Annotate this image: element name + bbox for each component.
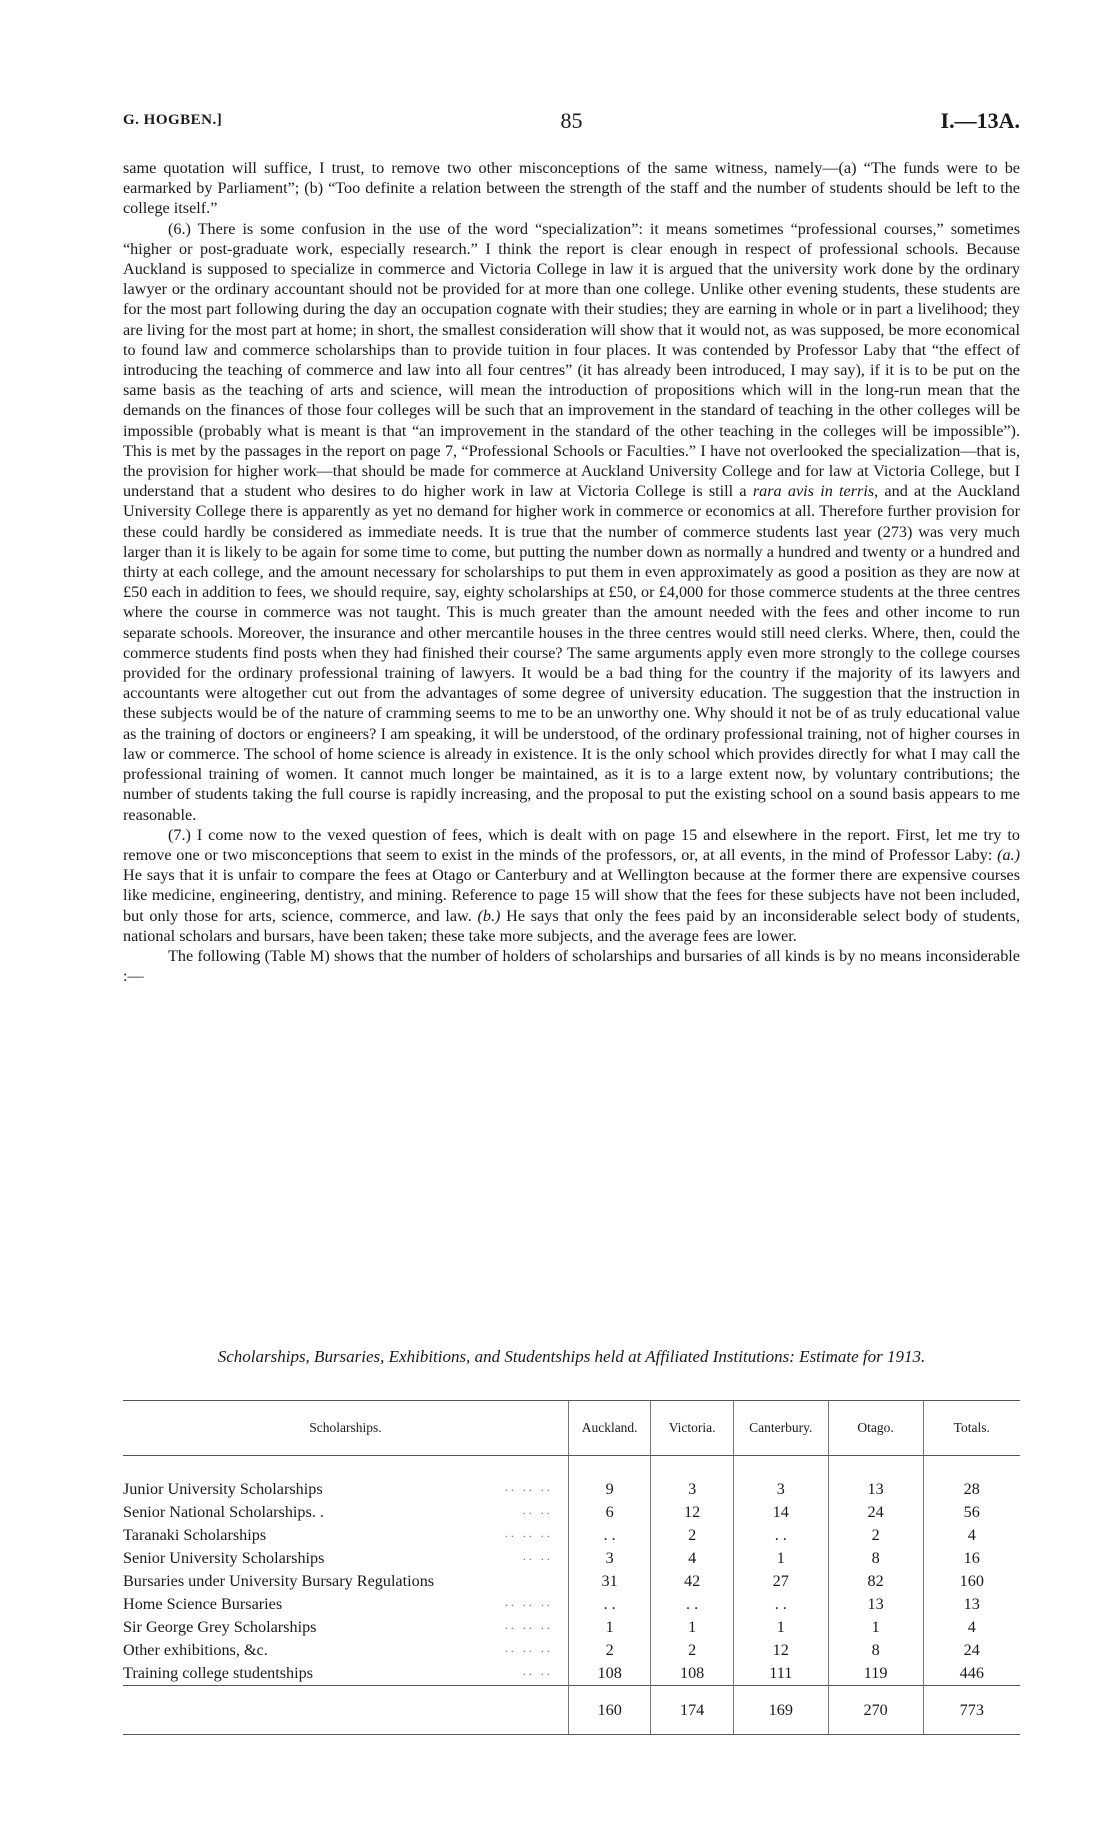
table-row (123, 1501, 1020, 1524)
cell-otago: 24 (828, 1501, 923, 1524)
cell-totals: 24 (923, 1639, 1020, 1662)
author-ref: G. HOGBEN.] (123, 112, 223, 128)
leader-dots: . . . . . . (504, 1526, 550, 1540)
leader-dots: . . . . . . (504, 1641, 550, 1655)
cell-otago: 119 (828, 1662, 923, 1686)
cell-canterbury: 14 (733, 1501, 828, 1524)
table-row (123, 1524, 1020, 1547)
row-label (123, 1639, 568, 1662)
cell-victoria: 42 (651, 1570, 733, 1593)
total-canterbury: 169 (733, 1686, 828, 1735)
cell-canterbury: 27 (733, 1570, 828, 1593)
table-header-row (123, 1401, 1020, 1456)
document-ref: I.—13A. (940, 108, 1020, 133)
cell-auckland: 108 (568, 1662, 650, 1686)
col-header-victoria: Victoria. (651, 1401, 733, 1456)
paragraph-3-text-a: (7.) I come now to the vexed question of fees, which is dealt with on page 15 and elsewhere in the report. First, let me try to remove one or two misconceptions that seem to exist in the minds of the professors, or, at all events, in the mind of Professor Laby: (123, 825, 1020, 864)
cell-victoria: 12 (651, 1501, 733, 1524)
total-totals: 773 (923, 1686, 1020, 1735)
leader-dots: . . . . . . (504, 1480, 550, 1494)
cell-victoria: . . (651, 1593, 733, 1616)
cell-canterbury: 3 (733, 1456, 828, 1502)
cell-otago: 13 (828, 1456, 923, 1502)
table-row (123, 1616, 1020, 1639)
leader-dots: . . . . . . (504, 1618, 550, 1632)
table-row (123, 1456, 1020, 1502)
cell-otago: 8 (828, 1639, 923, 1662)
row-label-text: Junior University Scholarships (123, 1480, 323, 1498)
leader-dots: . . . . (522, 1664, 550, 1678)
cell-otago: 2 (828, 1524, 923, 1547)
cell-auckland: 3 (568, 1547, 650, 1570)
cell-auckland: 9 (568, 1456, 650, 1502)
table-row (123, 1593, 1020, 1616)
cell-canterbury: . . (733, 1593, 828, 1616)
cell-canterbury: 1 (733, 1547, 828, 1570)
col-header-canterbury: Canterbury. (733, 1401, 828, 1456)
total-auckland: 160 (568, 1686, 650, 1735)
cell-canterbury: . . (733, 1524, 828, 1547)
col-header-totals: Totals. (923, 1401, 1020, 1456)
cell-auckland: . . (568, 1593, 650, 1616)
marker-b: (b.) (477, 906, 501, 925)
cell-canterbury: 1 (733, 1616, 828, 1639)
cell-auckland: 31 (568, 1570, 650, 1593)
body-text (123, 158, 1020, 986)
cell-auckland: . . (568, 1524, 650, 1547)
cell-otago: 82 (828, 1570, 923, 1593)
table-row (123, 1570, 1020, 1593)
row-label (123, 1662, 568, 1686)
cell-auckland: 2 (568, 1639, 650, 1662)
cell-victoria: 2 (651, 1524, 733, 1547)
row-label (123, 1456, 568, 1502)
paragraph-2 (123, 219, 1020, 825)
cell-totals: 13 (923, 1593, 1020, 1616)
cell-auckland: 1 (568, 1616, 650, 1639)
paragraph-3-text-c: He says that only the fees paid by an inconsiderable select body of students, national scholars and bursars, have been taken; these take more subjects, and the average fees are lower. (123, 906, 1021, 945)
table-row (123, 1639, 1020, 1662)
row-label-text: Senior University Scholarships (123, 1549, 325, 1567)
row-label (123, 1593, 568, 1616)
cell-totals: 56 (923, 1501, 1020, 1524)
cell-otago: 8 (828, 1547, 923, 1570)
marker-a: (a.) (997, 845, 1020, 864)
table-row (123, 1662, 1020, 1686)
paragraph-2-text: (6.) There is some confusion in the use of the word “specialization”: it means sometimes “professional courses,” sometimes “higher or post-graduate work, especially research.” I think the report is clear enough in respect of professional schools. Because Auckland is supposed to specialize in commerce and Victoria College in law it is argued that the university work done by the ordinary lawyer or the ordinary accountant should not be provided for at more than one college. Unlike other evening students, these students are for the most part following during the day an occupation cognate with their studies; they are earning in whole or in part a livelihood; they are living for the most part at home; in short, the smallest consideration will show that it would not, as was supposed, be more economical to found law and commerce scholarships than to provide tuition in four places. It was contended by Professor Laby that “the effect of introducing the teaching of commerce and law into all four centres” (it has already been introduced, I may say), if it is to be put on the same basis as the teaching of arts and science, will mean the introduction of propositions which will in the long-run mean that the demands on the finances of those four colleges will be such that an improvement in the standard of teaching in the other colleges will be impossible (probably what is meant is that “an improvement in the standard of the other teaching in the colleges will be impossible”). This is met by the passages in the report on page 7, “Professional Schools or Faculties.” I have not overlooked the specialization—that is, the provision for higher work—that should be made for commerce at Auckland University College and for law at Victoria College, but I understand that a student who desires to do higher work in law at Victoria College is still a (123, 219, 1020, 501)
cell-totals: 160 (923, 1570, 1020, 1593)
col-header-auckland: Auckland. (568, 1401, 650, 1456)
page-header (123, 108, 1020, 136)
cell-victoria: 2 (651, 1639, 733, 1662)
table-row (123, 1547, 1020, 1570)
row-label (123, 1524, 568, 1547)
row-label-text: Senior National Scholarships. . (123, 1503, 324, 1521)
total-otago: 270 (828, 1686, 923, 1735)
paragraph-1: same quotation will suffice, I trust, to remove two other misconceptions of the same witness, namely—(a) “The funds were to be earmarked by Parliament”; (b) “Too definite a relation between the strength of the staff and the number of students should be left to the college itself.” (123, 159, 1020, 218)
cell-totals: 446 (923, 1662, 1020, 1686)
paragraph-3-text-b: He says that it is unfair to compare the fees at Otago or Canterbury and at Wellington because at the former there are expensive courses like medicine, engineering, dentistry, and mining. Reference to page 15 will show that the fees for these subjects have not been included, but only those for arts, science, commerce, and law. (123, 866, 1020, 925)
cell-canterbury: 111 (733, 1662, 828, 1686)
row-label-text: Training college studentships (123, 1664, 314, 1682)
cell-victoria: 108 (651, 1662, 733, 1686)
cell-victoria: 1 (651, 1616, 733, 1639)
row-label (123, 1616, 568, 1639)
cell-totals: 4 (923, 1524, 1020, 1547)
row-label-text: Taranaki Scholarships (123, 1526, 267, 1544)
row-label (123, 1501, 568, 1524)
cell-otago: 13 (828, 1593, 923, 1616)
row-label-text: Other exhibitions, &c. (123, 1641, 268, 1659)
row-label-text: Home Science Bursaries (123, 1595, 283, 1613)
row-label-text: Bursaries under University Bursary Regulations (123, 1572, 435, 1590)
paragraph-2-rest: , and at the Auckland University College there is apparently as yet no demand for higher work in commerce or economics at all. Therefore further provision for these could hardly be considered as immediate needs. It is true that the number of commerce students last year (273) was very much larger than it is likely to be again for some time to come, but putting the number down as normally a hundred and twenty or a hundred and thirty at each college, and the amount necessary for scholarships to put them in even approximately as good a position as they are now at £50 each in addition to fees, we should require, say, eighty scholarships at £50, or £4,000 for those commerce students at the three centres where the course in commerce was not taught. This is much greater than the amount needed with the fees and other income to run separate schools. Moreover, the insurance and other mercantile houses in the three centres would still need clerks. Where, then, could the commerce students find posts when they had finished their course? The same arguments apply even more strongly to the college courses provided for the ordinary professional training of lawyers. It would be a bad thing for the country if the majority of its lawyers and accountants were altogether cut out from the advantages of some degree of university education. The suggestion that the instruction in these subjects would be of the nature of cramming seems to me to be an unworthy one. Why should it not be of as truly educational value as the training of doctors or engineers? I am speaking, it will be understood, of the ordinary professional training, not of higher courses in law or commerce. The school of home science is already in existence. It is the only school which provides directly for what I may call the professional training of women. It cannot much longer be maintained, as it is to a large extent now, by voluntary contributions; the number of students taking the full course is rapidly increasing, and the proposal to put the existing school on a sound basis appears to me reasonable. (123, 482, 1021, 824)
page-number: 85 (560, 108, 583, 133)
paragraph-4: The following (Table M) shows that the number of holders of scholarships and bursaries of all kinds is by no means inconsiderable :— (123, 946, 1020, 986)
row-label-text: Sir George Grey Scholarships (123, 1618, 317, 1636)
totals-row (123, 1686, 1020, 1735)
col-header-otago: Otago. (828, 1401, 923, 1456)
cell-otago: 1 (828, 1616, 923, 1639)
leader-dots: . . . . (522, 1549, 550, 1563)
cell-totals: 16 (923, 1547, 1020, 1570)
leader-dots: . . . . . . (504, 1595, 550, 1609)
col-header-scholarships: Scholarships. (123, 1401, 568, 1456)
latin-phrase: rara avis in terris (752, 482, 875, 501)
cell-totals: 4 (923, 1616, 1020, 1639)
cell-totals: 28 (923, 1456, 1020, 1502)
table-title: Scholarships, Bursaries, Exhibitions, and Studentships held at Affiliated Institutions: Estimate for 1913. (217, 1347, 926, 1366)
cell-auckland: 6 (568, 1501, 650, 1524)
cell-canterbury: 12 (733, 1639, 828, 1662)
leader-dots: . . . . (522, 1503, 550, 1517)
total-victoria: 174 (651, 1686, 733, 1735)
cell-victoria: 4 (651, 1547, 733, 1570)
cell-victoria: 3 (651, 1456, 733, 1502)
scholarships-table (123, 1400, 1020, 1735)
row-label (123, 1547, 568, 1570)
paragraph-3 (123, 825, 1020, 946)
row-label (123, 1570, 568, 1593)
